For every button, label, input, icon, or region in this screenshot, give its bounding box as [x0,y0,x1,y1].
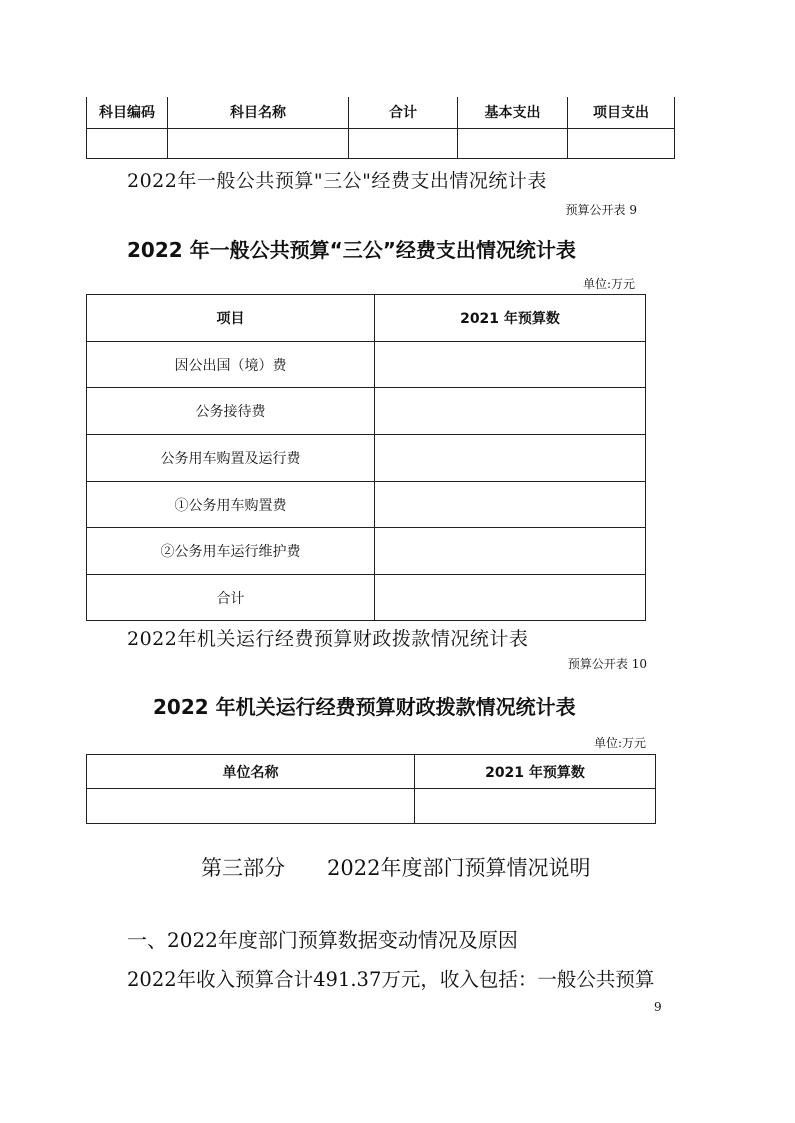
table-row-label: ②公务用车运行维护费 [87,528,375,575]
table-row-label: ①公务用车购置费 [87,482,375,528]
col-header: 合计 [349,97,458,128]
table-row-label: 公务接待费 [87,388,375,435]
table-title: 2022 年机关运行经费预算财政拨款情况统计表 [153,695,576,719]
table-number: 预算公开表 9 [565,203,637,217]
section-heading-plain: 2022年机关运行经费预算财政拨款情况统计表 [127,628,529,650]
sangong-table [86,294,646,621]
table-title: 2022 年一般公共预算“三公”经费支出情况统计表 [127,238,576,262]
table-number: 预算公开表 10 [567,657,647,671]
table-cell [375,482,646,528]
part-title: 第三部分 2022年度部门预算情况说明 [201,856,591,880]
table-row-label: 因公出国（境）费 [87,342,375,388]
table-cell [415,789,656,824]
table-cell [168,128,349,158]
table-cell [375,342,646,388]
table-cell [87,128,168,158]
section-subtitle: 一、2022年度部门预算数据变动情况及原因 [127,928,518,952]
col-header: 单位名称 [87,755,415,789]
col-header: 项目支出 [568,97,675,128]
unit-label: 单位:万元 [582,277,635,291]
table-cell [375,528,646,575]
section-heading-plain: 2022年一般公共预算"三公"经费支出情况统计表 [127,170,547,192]
top-table [86,97,675,159]
table-cell [87,789,415,824]
table-cell [349,128,458,158]
table-cell [458,128,568,158]
unit-label: 单位:万元 [593,736,646,750]
table-row-label: 合计 [87,575,375,621]
table-cell [375,575,646,621]
col-header: 2021 年预算数 [415,755,656,789]
col-header: 基本支出 [458,97,568,128]
body-paragraph: 2022年收入预算合计491.37万元，收入包括：一般公共预算 [127,968,655,991]
table-cell [568,128,675,158]
page-number: 9 [654,1000,662,1014]
col-header: 科目名称 [168,97,349,128]
col-header: 科目编码 [87,97,168,128]
col-header: 2021 年预算数 [375,295,646,342]
col-header: 项目 [87,295,375,342]
jiguan-table [86,754,656,824]
table-row-label: 公务用车购置及运行费 [87,435,375,482]
table-cell [375,435,646,482]
table-cell [375,388,646,435]
